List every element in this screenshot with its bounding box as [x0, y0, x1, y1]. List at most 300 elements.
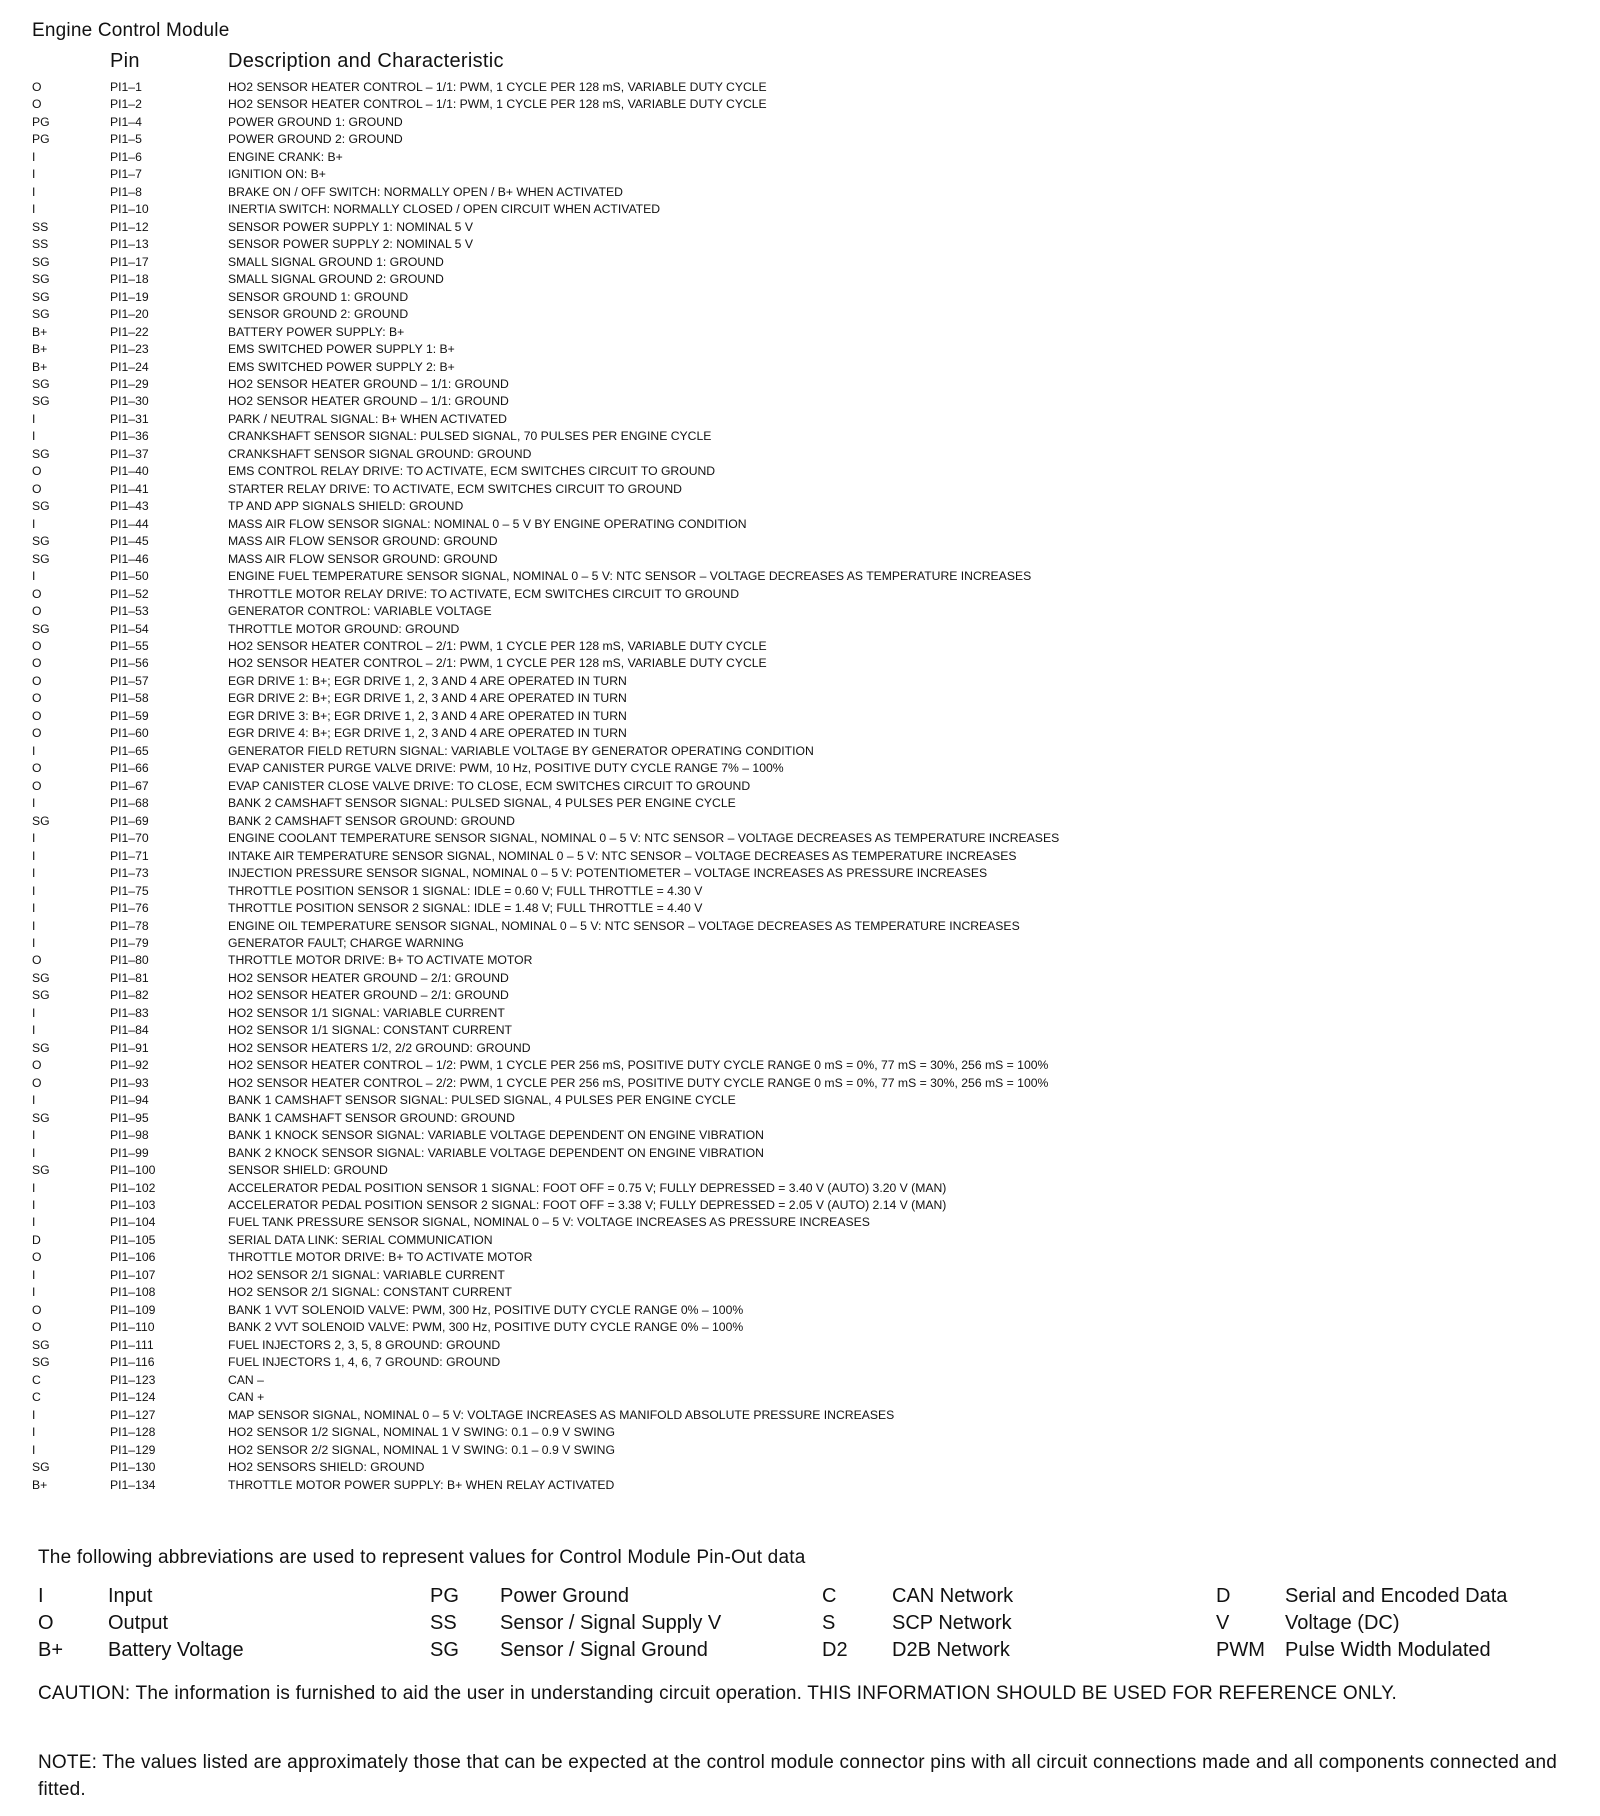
- pin-row: [0, 149, 1600, 166]
- pin-number: PI1–13: [110, 237, 149, 252]
- pin-number: PI1–92: [110, 1058, 149, 1073]
- abbreviation-code: O: [38, 1612, 54, 1634]
- pin-row: [0, 131, 1600, 148]
- pin-description: SENSOR POWER SUPPLY 1: NOMINAL 5 V: [228, 219, 473, 234]
- pin-row: [0, 970, 1600, 987]
- pin-row: [0, 568, 1600, 585]
- pin-number: PI1–30: [110, 394, 149, 409]
- pin-type: I: [32, 866, 36, 881]
- pin-row: [0, 1197, 1600, 1214]
- pin-number: PI1–24: [110, 359, 149, 374]
- pin-type: I: [32, 149, 36, 164]
- pin-number: PI1–43: [110, 499, 149, 514]
- pin-row: [0, 1442, 1600, 1459]
- pin-type: O: [32, 673, 42, 688]
- pin-description: FUEL TANK PRESSURE SENSOR SIGNAL, NOMINAL 0 – 5 V: VOLTAGE INCREASES AS PRESSURE INCREASES: [228, 1215, 870, 1230]
- pin-row: [0, 813, 1600, 830]
- pin-number: PI1–73: [110, 866, 149, 881]
- pin-type: O: [32, 1075, 42, 1090]
- abbreviation-meaning: Sensor / Signal Ground: [500, 1639, 708, 1661]
- pin-column-header: Pin: [110, 50, 140, 72]
- pin-type: SG: [32, 1337, 50, 1352]
- pin-number: PI1–68: [110, 796, 149, 811]
- pin-row: [0, 586, 1600, 603]
- abbreviation-code: D: [1216, 1585, 1231, 1607]
- pin-number: PI1–71: [110, 848, 149, 863]
- pin-description: CAN –: [228, 1372, 264, 1387]
- pin-number: PI1–109: [110, 1302, 156, 1317]
- pin-number: PI1–102: [110, 1180, 156, 1195]
- abbreviation-code: S: [822, 1612, 836, 1634]
- pin-type: SG: [32, 446, 50, 461]
- pin-row: [0, 481, 1600, 498]
- abbreviation-code: V: [1216, 1612, 1230, 1634]
- pin-description: MASS AIR FLOW SENSOR GROUND: GROUND: [228, 551, 498, 566]
- pin-row: [0, 236, 1600, 253]
- pin-type: SG: [32, 272, 50, 287]
- pin-number: PI1–58: [110, 691, 149, 706]
- abbreviation-meaning: Sensor / Signal Supply V: [500, 1612, 722, 1634]
- pin-row: [0, 1424, 1600, 1441]
- pin-description: STARTER RELAY DRIVE: TO ACTIVATE, ECM SWITCHES CIRCUIT TO GROUND: [228, 481, 682, 496]
- pin-row: [0, 376, 1600, 393]
- pin-number: PI1–106: [110, 1250, 156, 1265]
- pin-type: B+: [32, 342, 48, 357]
- pin-number: PI1–2: [110, 97, 142, 112]
- abbreviation-meaning: CAN Network: [892, 1585, 1014, 1607]
- pin-row: [0, 725, 1600, 742]
- pin-number: PI1–60: [110, 726, 149, 741]
- pin-description: CRANKSHAFT SENSOR SIGNAL: PULSED SIGNAL, 70 PULSES PER ENGINE CYCLE: [228, 429, 712, 444]
- description-column-header: Description and Characteristic: [228, 50, 504, 72]
- pin-number: PI1–79: [110, 935, 149, 950]
- pin-number: PI1–44: [110, 516, 149, 531]
- abbreviation-meaning: Power Ground: [500, 1585, 629, 1607]
- pin-description: HO2 SENSORS SHIELD: GROUND: [228, 1460, 425, 1475]
- pin-type: O: [32, 726, 42, 741]
- pin-number: PI1–4: [110, 114, 142, 129]
- pin-row: [0, 1057, 1600, 1074]
- pin-number: PI1–29: [110, 376, 149, 391]
- pin-row: [0, 1162, 1600, 1179]
- pin-number: PI1–108: [110, 1285, 156, 1300]
- pin-description: ENGINE FUEL TEMPERATURE SENSOR SIGNAL, NOMINAL 0 – 5 V: NTC SENSOR – VOLTAGE DECREASES AS TEMPERATURE INCREASES: [228, 569, 1032, 584]
- pin-number: PI1–23: [110, 342, 149, 357]
- pin-row: [0, 848, 1600, 865]
- pin-type: SG: [32, 394, 50, 409]
- pin-type: I: [32, 743, 36, 758]
- pin-row: [0, 463, 1600, 480]
- abbreviation-code: SG: [430, 1639, 459, 1661]
- pin-description: HO2 SENSOR HEATER CONTROL – 1/2: PWM, 1 CYCLE PER 256 mS, POSITIVE DUTY CYCLE RANGE 0 mS = 0%, 77 mS = 30%, 256 mS = 100%: [228, 1058, 1049, 1073]
- pin-type: SG: [32, 1163, 50, 1178]
- pin-row: [0, 114, 1600, 131]
- pin-description: HO2 SENSOR HEATER CONTROL – 2/2: PWM, 1 CYCLE PER 256 mS, POSITIVE DUTY CYCLE RANGE 0 mS = 0%, 77 mS = 30%, 256 mS = 100%: [228, 1075, 1049, 1090]
- pin-description: THROTTLE MOTOR GROUND: GROUND: [228, 621, 460, 636]
- pin-type: SG: [32, 813, 50, 828]
- pin-type: O: [32, 481, 42, 496]
- pin-type: I: [32, 1005, 36, 1020]
- pin-type: I: [32, 569, 36, 584]
- pin-row: [0, 690, 1600, 707]
- pin-row: [0, 830, 1600, 847]
- pin-description: EGR DRIVE 2: B+; EGR DRIVE 1, 2, 3 AND 4 ARE OPERATED IN TURN: [228, 691, 627, 706]
- pin-description: THROTTLE MOTOR POWER SUPPLY: B+ WHEN RELAY ACTIVATED: [228, 1477, 615, 1492]
- pin-description: HO2 SENSOR HEATER CONTROL – 1/1: PWM, 1 CYCLE PER 128 mS, VARIABLE DUTY CYCLE: [228, 97, 767, 112]
- pin-row: [0, 1389, 1600, 1406]
- pin-description: HO2 SENSOR 2/2 SIGNAL, NOMINAL 1 V SWING: 0.1 – 0.9 V SWING: [228, 1442, 615, 1457]
- pin-description: TP AND APP SIGNALS SHIELD: GROUND: [228, 499, 464, 514]
- abbreviation-meaning: Input: [108, 1585, 153, 1607]
- pin-table: [0, 79, 1600, 1494]
- pin-type: SG: [32, 1460, 50, 1475]
- pin-description: BANK 1 VVT SOLENOID VALVE: PWM, 300 Hz, POSITIVE DUTY CYCLE RANGE 0% – 100%: [228, 1302, 744, 1317]
- pin-number: PI1–57: [110, 673, 149, 688]
- page-title: Engine Control Module: [32, 20, 230, 41]
- pin-number: PI1–31: [110, 411, 149, 426]
- pin-number: PI1–37: [110, 446, 149, 461]
- pin-description: MASS AIR FLOW SENSOR SIGNAL: NOMINAL 0 – 5 V BY ENGINE OPERATING CONDITION: [228, 516, 747, 531]
- pin-description: SENSOR GROUND 2: GROUND: [228, 307, 409, 322]
- pin-number: PI1–8: [110, 184, 142, 199]
- pin-description: ACCELERATOR PEDAL POSITION SENSOR 1 SIGNAL: FOOT OFF = 0.75 V; FULLY DEPRESSED = 3.40 V (AUTO) 3.20 V (MAN): [228, 1180, 947, 1195]
- pin-type: SG: [32, 1355, 50, 1370]
- pin-description: INERTIA SWITCH: NORMALLY CLOSED / OPEN CIRCUIT WHEN ACTIVATED: [228, 202, 661, 217]
- pin-description: BANK 2 VVT SOLENOID VALVE: PWM, 300 Hz, POSITIVE DUTY CYCLE RANGE 0% – 100%: [228, 1320, 744, 1335]
- pin-type: SG: [32, 289, 50, 304]
- pin-type: SS: [32, 237, 49, 252]
- pin-row: [0, 1092, 1600, 1109]
- pin-type: O: [32, 1302, 42, 1317]
- pin-description: ENGINE COOLANT TEMPERATURE SENSOR SIGNAL, NOMINAL 0 – 5 V: NTC SENSOR – VOLTAGE DECREASES AS TEMPERATURE INCREASES: [228, 831, 1060, 846]
- pin-row: [0, 271, 1600, 288]
- pin-number: PI1–6: [110, 149, 142, 164]
- pin-description: SENSOR SHIELD: GROUND: [228, 1163, 388, 1178]
- pin-type: O: [32, 604, 42, 619]
- abbreviations-intro: The following abbreviations are used to represent values for Control Module Pin-Out data: [38, 1547, 806, 1568]
- pin-row: [0, 498, 1600, 515]
- pin-number: PI1–70: [110, 831, 149, 846]
- pin-row: [0, 1005, 1600, 1022]
- pin-number: PI1–52: [110, 586, 149, 601]
- pin-description: POWER GROUND 1: GROUND: [228, 114, 403, 129]
- pin-type: SG: [32, 988, 50, 1003]
- abbreviation-code: I: [38, 1585, 44, 1607]
- pin-type: O: [32, 1250, 42, 1265]
- pin-type: SG: [32, 376, 50, 391]
- pin-description: INTAKE AIR TEMPERATURE SENSOR SIGNAL, NOMINAL 0 – 5 V: NTC SENSOR – VOLTAGE DECREASES AS TEMPERATURE INCREASES: [228, 848, 1017, 863]
- pin-description: BATTERY POWER SUPPLY: B+: [228, 324, 405, 339]
- pin-number: PI1–17: [110, 254, 149, 269]
- caution-text: CAUTION: The information is furnished to aid the user in understanding circuit operation. THIS INFORMATION SHOULD BE USED FOR REFERENCE ONLY.: [38, 1683, 1398, 1704]
- pin-row: [0, 621, 1600, 638]
- pin-row: [0, 1407, 1600, 1424]
- pin-type: I: [32, 883, 36, 898]
- pin-type: SG: [32, 1040, 50, 1055]
- pin-type: SS: [32, 219, 49, 234]
- pin-type: O: [32, 1058, 42, 1073]
- pin-description: HO2 SENSOR HEATER CONTROL – 1/1: PWM, 1 CYCLE PER 128 mS, VARIABLE DUTY CYCLE: [228, 80, 767, 94]
- pin-row: [0, 743, 1600, 760]
- pin-number: PI1–80: [110, 953, 149, 968]
- pin-number: PI1–40: [110, 464, 149, 479]
- pin-type: I: [32, 1023, 36, 1038]
- pin-number: PI1–83: [110, 1005, 149, 1020]
- abbreviation-code: B+: [38, 1639, 64, 1661]
- pin-description: SERIAL DATA LINK: SERIAL COMMUNICATION: [228, 1232, 493, 1247]
- pin-description: SENSOR GROUND 1: GROUND: [228, 289, 409, 304]
- pin-type: SG: [32, 254, 50, 269]
- pin-type: I: [32, 411, 36, 426]
- pin-number: PI1–1: [110, 80, 142, 94]
- pin-row: [0, 201, 1600, 218]
- pin-description: HO2 SENSOR HEATER CONTROL – 2/1: PWM, 1 CYCLE PER 128 mS, VARIABLE DUTY CYCLE: [228, 639, 767, 653]
- pin-type: O: [32, 1320, 42, 1335]
- pin-description: IGNITION ON: B+: [228, 167, 326, 182]
- pin-row: [0, 918, 1600, 935]
- pin-description: ACCELERATOR PEDAL POSITION SENSOR 2 SIGNAL: FOOT OFF = 3.38 V; FULLY DEPRESSED = 2.05 V (AUTO) 2.14 V (MAN): [228, 1198, 947, 1212]
- pin-type: SG: [32, 551, 50, 566]
- abbreviation-meaning: Pulse Width Modulated: [1285, 1639, 1491, 1661]
- pin-row: [0, 393, 1600, 410]
- pin-number: PI1–104: [110, 1215, 156, 1230]
- abbreviation-meaning: Serial and Encoded Data: [1285, 1585, 1508, 1607]
- pin-description: HO2 SENSOR HEATER GROUND – 2/1: GROUND: [228, 988, 509, 1003]
- pin-number: PI1–69: [110, 813, 149, 828]
- pin-row: [0, 1180, 1600, 1197]
- pin-description: HO2 SENSOR 1/2 SIGNAL, NOMINAL 1 V SWING: 0.1 – 0.9 V SWING: [228, 1425, 615, 1440]
- pin-type: I: [32, 1093, 36, 1108]
- pin-description: HO2 SENSOR HEATER CONTROL – 2/1: PWM, 1 CYCLE PER 128 mS, VARIABLE DUTY CYCLE: [228, 656, 767, 671]
- pin-type: I: [32, 796, 36, 811]
- pin-description: EGR DRIVE 1: B+; EGR DRIVE 1, 2, 3 AND 4 ARE OPERATED IN TURN: [228, 673, 627, 688]
- pin-description: HO2 SENSOR 2/1 SIGNAL: CONSTANT CURRENT: [228, 1285, 512, 1300]
- pin-description: GENERATOR FAULT; CHARGE WARNING: [228, 935, 464, 950]
- pin-description: FUEL INJECTORS 1, 4, 6, 7 GROUND: GROUND: [228, 1355, 501, 1370]
- pin-row: [0, 655, 1600, 672]
- pin-number: PI1–50: [110, 569, 149, 584]
- pin-type: B+: [32, 324, 48, 339]
- pin-row: [0, 883, 1600, 900]
- pin-number: PI1–95: [110, 1110, 149, 1125]
- pin-number: PI1–53: [110, 604, 149, 619]
- pin-row: [0, 1249, 1600, 1266]
- pin-description: THROTTLE MOTOR RELAY DRIVE: TO ACTIVATE, ECM SWITCHES CIRCUIT TO GROUND: [228, 586, 740, 601]
- pin-type: O: [32, 639, 42, 653]
- pin-number: PI1–12: [110, 219, 149, 234]
- pin-row: [0, 778, 1600, 795]
- pin-row: [0, 411, 1600, 428]
- pin-type: O: [32, 464, 42, 479]
- pin-type: I: [32, 202, 36, 217]
- pin-description: BANK 1 KNOCK SENSOR SIGNAL: VARIABLE VOLTAGE DEPENDENT ON ENGINE VIBRATION: [228, 1128, 764, 1143]
- pin-row: [0, 1477, 1600, 1494]
- pin-row: [0, 1145, 1600, 1162]
- pin-type: I: [32, 1285, 36, 1300]
- pin-row: [0, 900, 1600, 917]
- note-text: NOTE: The values listed are approximately those that can be expected at the control module connector pins with all circuit connections made and all components connected and fitted.: [38, 1752, 1558, 1800]
- pin-number: PI1–93: [110, 1075, 149, 1090]
- pin-number: PI1–130: [110, 1460, 156, 1475]
- pin-number: PI1–124: [110, 1390, 156, 1405]
- pin-type: O: [32, 656, 42, 671]
- pin-description: SMALL SIGNAL GROUND 1: GROUND: [228, 254, 444, 269]
- pin-number: PI1–56: [110, 656, 149, 671]
- pin-row: [0, 254, 1600, 271]
- pin-row: [0, 428, 1600, 445]
- pin-number: PI1–54: [110, 621, 149, 636]
- pin-type: PG: [32, 114, 50, 129]
- pin-type: I: [32, 1267, 36, 1282]
- pin-row: [0, 760, 1600, 777]
- pin-number: PI1–18: [110, 272, 149, 287]
- pin-type: SG: [32, 970, 50, 985]
- pin-type: SG: [32, 621, 50, 636]
- pin-number: PI1–22: [110, 324, 149, 339]
- pin-row: [0, 79, 1600, 96]
- pin-number: PI1–65: [110, 743, 149, 758]
- pin-row: [0, 1022, 1600, 1039]
- abbreviation-row: [0, 1637, 1600, 1664]
- pin-type: I: [32, 918, 36, 933]
- abbreviation-code: D2: [822, 1639, 848, 1661]
- pin-description: EMS SWITCHED POWER SUPPLY 1: B+: [228, 342, 455, 357]
- pin-number: PI1–20: [110, 307, 149, 322]
- pin-row: [0, 1337, 1600, 1354]
- pin-type: B+: [32, 1477, 48, 1492]
- pin-row: [0, 795, 1600, 812]
- pin-type: O: [32, 97, 42, 112]
- pin-row: [0, 1110, 1600, 1127]
- pin-row: [0, 1459, 1600, 1476]
- pin-type: I: [32, 1407, 36, 1422]
- pin-description: THROTTLE MOTOR DRIVE: B+ TO ACTIVATE MOTOR: [228, 953, 533, 968]
- pin-number: PI1–36: [110, 429, 149, 444]
- pin-type: SG: [32, 1110, 50, 1125]
- pin-type: I: [32, 167, 36, 182]
- pin-number: PI1–55: [110, 639, 149, 653]
- pin-number: PI1–10: [110, 202, 149, 217]
- pin-type: I: [32, 1442, 36, 1457]
- pin-row: [0, 289, 1600, 306]
- pin-number: PI1–76: [110, 901, 149, 916]
- pin-row: [0, 184, 1600, 201]
- pin-description: MASS AIR FLOW SENSOR GROUND: GROUND: [228, 534, 498, 549]
- pin-description: POWER GROUND 2: GROUND: [228, 132, 403, 147]
- pin-row: [0, 935, 1600, 952]
- pin-type: I: [32, 935, 36, 950]
- pin-number: PI1–46: [110, 551, 149, 566]
- pin-description: HO2 SENSOR 1/1 SIGNAL: VARIABLE CURRENT: [228, 1005, 505, 1020]
- pin-description: MAP SENSOR SIGNAL, NOMINAL 0 – 5 V: VOLTAGE INCREASES AS MANIFOLD ABSOLUTE PRESSURE INCREASES: [228, 1407, 895, 1422]
- abbreviation-row: [0, 1583, 1600, 1610]
- pin-description: EMS CONTROL RELAY DRIVE: TO ACTIVATE, ECM SWITCHES CIRCUIT TO GROUND: [228, 464, 716, 479]
- pin-description: HO2 SENSOR 2/1 SIGNAL: VARIABLE CURRENT: [228, 1267, 505, 1282]
- pin-type: I: [32, 1425, 36, 1440]
- pin-number: PI1–19: [110, 289, 149, 304]
- abbreviation-meaning: Output: [108, 1612, 169, 1634]
- pin-description: SENSOR POWER SUPPLY 2: NOMINAL 5 V: [228, 237, 473, 252]
- pin-type: SG: [32, 307, 50, 322]
- pin-description: ENGINE CRANK: B+: [228, 149, 343, 164]
- pin-description: EVAP CANISTER CLOSE VALVE DRIVE: TO CLOSE, ECM SWITCHES CIRCUIT TO GROUND: [228, 778, 751, 793]
- pin-row: [0, 1319, 1600, 1336]
- pin-description: BRAKE ON / OFF SWITCH: NORMALLY OPEN / B+ WHEN ACTIVATED: [228, 184, 623, 199]
- pin-type: I: [32, 831, 36, 846]
- pin-description: FUEL INJECTORS 2, 3, 5, 8 GROUND: GROUND: [228, 1337, 501, 1352]
- pin-number: PI1–107: [110, 1267, 156, 1282]
- pin-row: [0, 446, 1600, 463]
- pin-type: I: [32, 1180, 36, 1195]
- pin-number: PI1–41: [110, 481, 149, 496]
- pin-type: O: [32, 80, 42, 94]
- pin-description: BANK 2 KNOCK SENSOR SIGNAL: VARIABLE VOLTAGE DEPENDENT ON ENGINE VIBRATION: [228, 1145, 764, 1160]
- pin-description: THROTTLE MOTOR DRIVE: B+ TO ACTIVATE MOTOR: [228, 1250, 533, 1265]
- abbreviation-code: PG: [430, 1585, 459, 1607]
- pin-row: [0, 673, 1600, 690]
- pin-description: PARK / NEUTRAL SIGNAL: B+ WHEN ACTIVATED: [228, 411, 507, 426]
- pin-description: THROTTLE POSITION SENSOR 1 SIGNAL: IDLE = 0.60 V; FULL THROTTLE = 4.30 V: [228, 883, 703, 898]
- pin-type: I: [32, 848, 36, 863]
- pin-description: SMALL SIGNAL GROUND 2: GROUND: [228, 272, 444, 287]
- pin-type: PG: [32, 132, 50, 147]
- pin-number: PI1–66: [110, 761, 149, 776]
- pin-number: PI1–105: [110, 1232, 156, 1247]
- pin-description: EMS SWITCHED POWER SUPPLY 2: B+: [228, 359, 455, 374]
- pin-row: [0, 1075, 1600, 1092]
- pin-description: HO2 SENSOR 1/1 SIGNAL: CONSTANT CURRENT: [228, 1023, 512, 1038]
- pin-type: O: [32, 691, 42, 706]
- pin-type: C: [32, 1390, 41, 1405]
- pin-type: B+: [32, 359, 48, 374]
- pin-type: C: [32, 1372, 41, 1387]
- pin-row: [0, 1372, 1600, 1389]
- pin-number: PI1–128: [110, 1425, 156, 1440]
- pin-row: [0, 952, 1600, 969]
- pin-type: I: [32, 1145, 36, 1160]
- pin-type: O: [32, 778, 42, 793]
- pin-type: I: [32, 1215, 36, 1230]
- abbreviation-code: C: [822, 1585, 837, 1607]
- pin-row: [0, 708, 1600, 725]
- pin-row: [0, 96, 1600, 113]
- pin-row: [0, 533, 1600, 550]
- pin-description: HO2 SENSOR HEATER GROUND – 1/1: GROUND: [228, 394, 509, 409]
- pin-row: [0, 1284, 1600, 1301]
- pin-number: PI1–78: [110, 918, 149, 933]
- pin-number: PI1–59: [110, 708, 149, 723]
- pin-number: PI1–123: [110, 1372, 156, 1387]
- pin-description: ENGINE OIL TEMPERATURE SENSOR SIGNAL, NOMINAL 0 – 5 V: NTC SENSOR – VOLTAGE DECREASES AS TEMPERATURE INCREASES: [228, 918, 1020, 933]
- abbreviation-meaning: Battery Voltage: [108, 1639, 244, 1661]
- abbreviation-code: PWM: [1216, 1639, 1265, 1661]
- pin-row: [0, 359, 1600, 376]
- pin-description: EVAP CANISTER PURGE VALVE DRIVE: PWM, 10 Hz, POSITIVE DUTY CYCLE RANGE 7% – 100%: [228, 761, 784, 776]
- pin-type: D: [32, 1232, 41, 1247]
- pin-description: EGR DRIVE 3: B+; EGR DRIVE 1, 2, 3 AND 4 ARE OPERATED IN TURN: [228, 708, 627, 723]
- pin-row: [0, 603, 1600, 620]
- pin-description: GENERATOR CONTROL: VARIABLE VOLTAGE: [228, 604, 492, 619]
- pin-description: EGR DRIVE 4: B+; EGR DRIVE 1, 2, 3 AND 4 ARE OPERATED IN TURN: [228, 726, 627, 741]
- abbreviation-meaning: D2B Network: [892, 1639, 1010, 1661]
- pin-number: PI1–103: [110, 1198, 156, 1212]
- pin-number: PI1–94: [110, 1093, 149, 1108]
- pin-type: I: [32, 516, 36, 531]
- pin-type: I: [32, 901, 36, 916]
- pin-row: [0, 1354, 1600, 1371]
- pin-number: PI1–111: [110, 1337, 154, 1352]
- pin-row: [0, 1127, 1600, 1144]
